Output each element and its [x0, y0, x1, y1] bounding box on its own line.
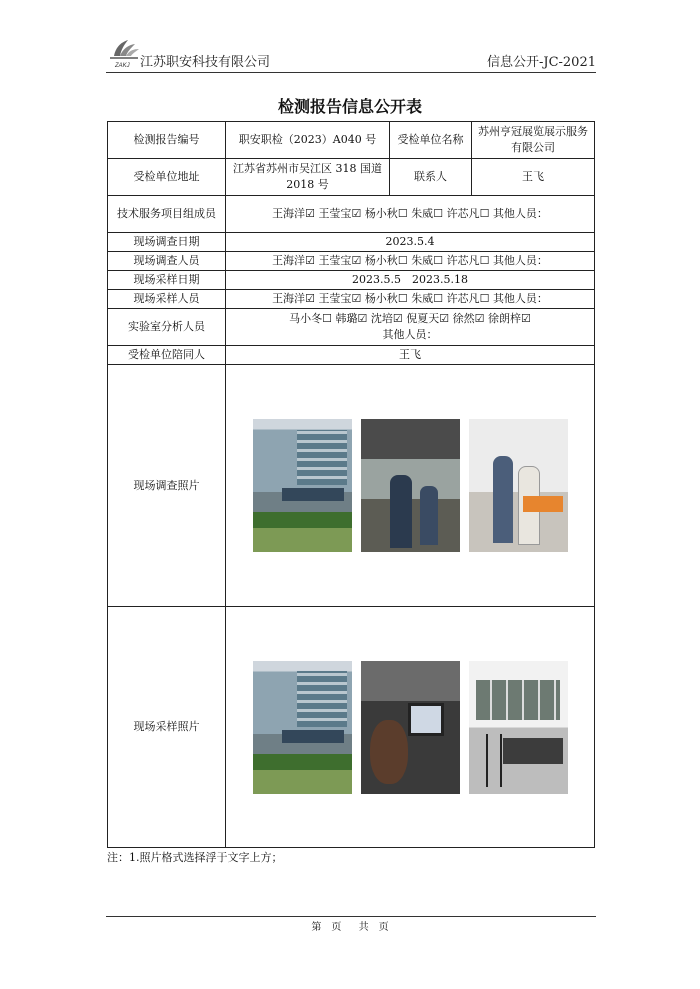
sampling-photos-cell: [226, 607, 595, 848]
lab-staff-label: 实验室分析人员: [108, 309, 226, 346]
table-row: [108, 271, 595, 290]
checked-box-icon: ☑: [474, 312, 485, 325]
unchecked-box-icon: ☐: [479, 292, 490, 305]
unchecked-box-icon: ☐: [322, 312, 332, 325]
report-no-label: 检测报告编号: [108, 122, 226, 159]
unchecked-box-icon: ☐: [433, 254, 444, 267]
staff-name: 朱威: [411, 254, 434, 267]
checked-box-icon: ☑: [351, 292, 362, 305]
staff-name: 朱威: [411, 207, 434, 220]
staff-name: 马小冬: [289, 312, 323, 325]
page-header: [106, 38, 596, 72]
sampling-staff-list: [226, 290, 595, 309]
survey-date-label: 现场调查日期: [108, 233, 226, 252]
unit-name-value: 苏州亨冠展览展示服务有限公司: [472, 122, 595, 159]
checked-box-icon: ☑: [392, 312, 403, 325]
document-number: 信息公开-JC-2021: [486, 55, 596, 70]
staff-name: 杨小秋: [364, 254, 398, 267]
staff-name: 杨小秋: [364, 292, 398, 305]
sampling-staff-label: 现场采样人员: [108, 290, 226, 309]
unchecked-box-icon: ☐: [479, 254, 490, 267]
table-row: [108, 607, 595, 848]
unchecked-box-icon: ☐: [397, 207, 408, 220]
checked-box-icon: ☑: [439, 312, 450, 325]
footnote: 注：1.照片格式选择浮于文字上方；: [107, 851, 283, 864]
other-staff-label: 其他人员：: [492, 292, 548, 305]
checked-box-icon: ☑: [305, 254, 315, 267]
staff-name: 王海洋: [272, 207, 306, 220]
staff-name: 韩璐: [335, 312, 358, 325]
checked-box-icon: ☑: [351, 207, 362, 220]
staff-name: 杨小秋: [364, 207, 398, 220]
staff-name: 许芯凡: [446, 254, 480, 267]
survey-staff-list: [226, 252, 595, 271]
table-row: [108, 122, 595, 159]
checked-box-icon: ☑: [357, 312, 368, 325]
company-name: 江苏职安科技有限公司: [140, 55, 271, 70]
table-row: [108, 365, 595, 607]
staff-name: 徐朗梓: [488, 312, 521, 325]
table-row: [108, 196, 595, 233]
sampling-date-label: 现场采样日期: [108, 271, 226, 290]
survey-photos-cell: [226, 365, 595, 607]
contact-value: 王飞: [472, 159, 595, 196]
staff-name: 朱威: [411, 292, 434, 305]
staff-name: 王海洋: [272, 254, 306, 267]
lab-staff-cell: [226, 309, 595, 346]
machine-photo: [361, 661, 460, 794]
contact-label: 联系人: [390, 159, 472, 196]
office-photo: [469, 419, 568, 552]
staff-name: 许芯凡: [446, 292, 480, 305]
staff-name: 王莹宝: [318, 292, 352, 305]
report-no-value: 职安职检（2023）A040 号: [226, 122, 390, 159]
page-number: 第 页 共 页: [311, 922, 389, 933]
address-label: 受检单位地址: [108, 159, 226, 196]
info-table: [107, 121, 595, 848]
table-row: [108, 159, 595, 196]
lab-staff-list: [230, 311, 590, 327]
building-photo: [253, 419, 352, 552]
building-photo: [253, 661, 352, 794]
svg-text:ZAKJ: ZAKJ: [115, 63, 130, 68]
table-row: [108, 252, 595, 271]
staff-name: 许芯凡: [446, 207, 480, 220]
table-row: [108, 346, 595, 365]
unchecked-box-icon: ☐: [479, 207, 490, 220]
checked-box-icon: ☑: [305, 207, 315, 220]
survey-date-value: 2023.5.4: [226, 233, 595, 252]
survey-photos-label: 现场调查照片: [108, 365, 226, 607]
table-row: [108, 309, 595, 346]
service-team-list: [226, 196, 595, 233]
workshop-photo: [361, 419, 460, 552]
service-team-label: 技术服务项目组成员: [108, 196, 226, 233]
unchecked-box-icon: ☐: [397, 254, 408, 267]
table-row: [108, 233, 595, 252]
staff-name: 徐然: [452, 312, 475, 325]
survey-staff-label: 现场调查人员: [108, 252, 226, 271]
escort-label: 受检单位陪同人: [108, 346, 226, 365]
unchecked-box-icon: ☐: [433, 292, 444, 305]
address-value: 江苏省苏州市吴江区 318 国道 2018 号: [226, 159, 390, 196]
other-staff-label: 其他人员：: [492, 254, 548, 267]
unchecked-box-icon: ☐: [433, 207, 444, 220]
table-row: [108, 290, 595, 309]
company-logo: [106, 36, 142, 68]
checked-box-icon: ☑: [521, 312, 531, 325]
staff-name: 沈培: [370, 312, 393, 325]
sampling-photos-label: 现场采样照片: [108, 607, 226, 848]
page-title: 检测报告信息公开表: [277, 97, 422, 116]
lab-photo: [469, 661, 568, 794]
other-staff-label: 其他人员：: [492, 207, 548, 220]
staff-name: 王莹宝: [318, 207, 352, 220]
staff-name: 王莹宝: [318, 254, 352, 267]
checked-box-icon: ☑: [351, 254, 362, 267]
unit-name-label: 受检单位名称: [390, 122, 472, 159]
staff-name: 王海洋: [272, 292, 306, 305]
footer-rule: [106, 916, 596, 917]
checked-box-icon: ☑: [305, 292, 315, 305]
escort-value: 王飞: [226, 346, 595, 365]
header-rule: [106, 72, 596, 73]
staff-name: 倪夏天: [406, 312, 440, 325]
lab-other-staff: 其他人员：: [382, 328, 438, 341]
unchecked-box-icon: ☐: [397, 292, 408, 305]
sampling-date-value: 2023.5.5 2023.5.18: [226, 271, 595, 290]
